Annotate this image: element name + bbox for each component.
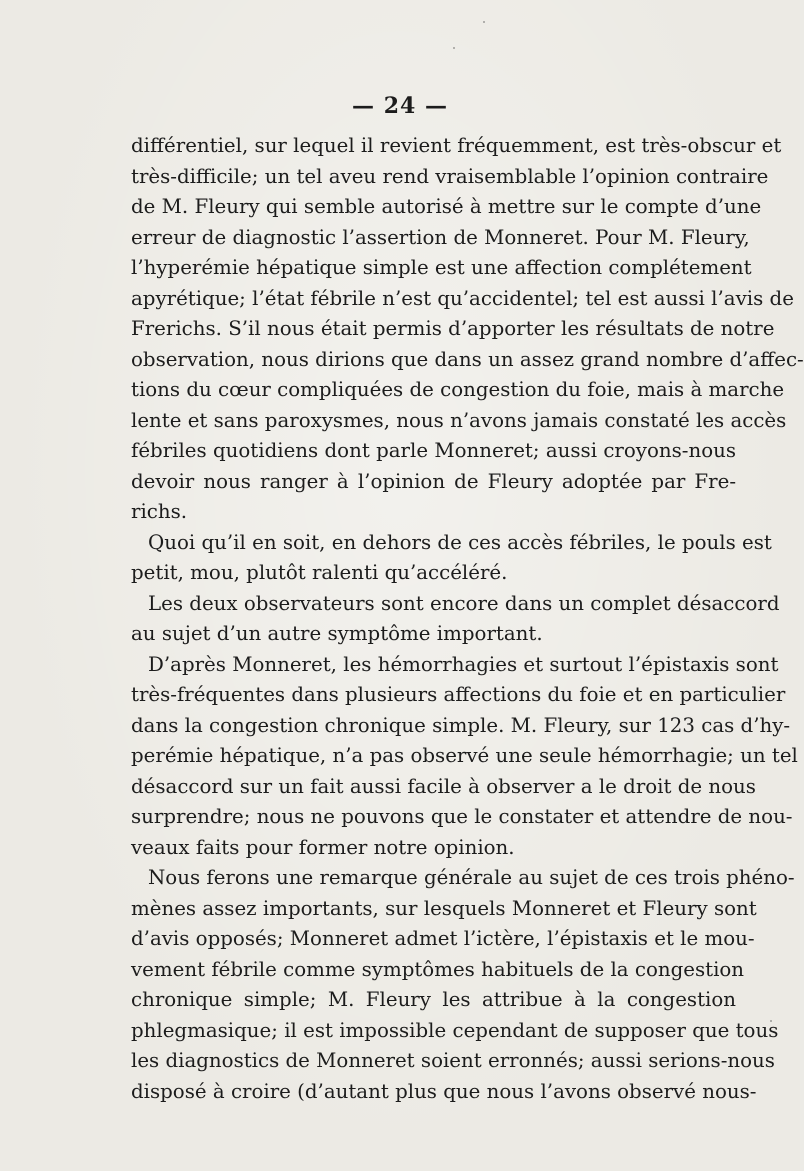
paper-speck bbox=[483, 21, 485, 23]
paper-speck bbox=[770, 1020, 772, 1022]
paper-speck bbox=[453, 47, 455, 49]
text-line: désaccord sur un fait aussi facile à observer a le droit de nous bbox=[131, 774, 756, 798]
text-line: apyrétique; l’état fébrile n’est qu’accidentel; tel est aussi l’avis de bbox=[131, 286, 794, 310]
text-line: disposé à croire (d’autant plus que nous l’avons observé nous- bbox=[131, 1079, 757, 1103]
text-line: phlegmasique; il est impossible cependant de supposer que tous bbox=[131, 1018, 779, 1042]
text-line: Quoi qu’il en soit, en dehors de ces accès fébriles, le pouls est bbox=[148, 530, 772, 554]
text-line: lente et sans paroxysmes, nous n’avons jamais constaté les accès bbox=[131, 408, 787, 432]
text-line: surprendre; nous ne pouvons que le constater et attendre de nou- bbox=[131, 805, 793, 828]
text-line: tions du cœur compliquées de congestion du foie, mais à marche bbox=[131, 378, 785, 401]
text-line: l’hyperémie hépatique simple est une affection complétement bbox=[131, 256, 752, 279]
text-line: d’avis opposés; Monneret admet l’ictère, l’épistaxis et le mou- bbox=[131, 927, 755, 950]
text-line: mènes assez importants, sur lesquels Monneret et Fleury sont bbox=[131, 896, 757, 920]
text-line: fébriles quotidiens dont parle Monneret; aussi croyons-nous bbox=[131, 439, 736, 462]
text-line: les diagnostics de Monneret soient erronnés; aussi serions-nous bbox=[131, 1049, 775, 1072]
text-line: au sujet d’un autre symptôme important. bbox=[131, 622, 543, 645]
text-line: Les deux observateurs sont encore dans un complet désaccord bbox=[148, 591, 780, 615]
body-text bbox=[131, 131, 804, 1107]
text-line: D’après Monneret, les hémorrhagies et surtout l’épistaxis sont bbox=[148, 652, 779, 676]
text-line: différentiel, sur lequel il revient fréquemment, est très-obscur et bbox=[131, 134, 782, 157]
text-line: Frerichs. S’il nous était permis d’apporter les résultats de notre bbox=[131, 317, 775, 340]
text-line: très-difficile; un tel aveu rend vraisemblable l’opinion contraire bbox=[131, 164, 769, 188]
text-line: erreur de diagnostic l’assertion de Monneret. Pour M. Fleury, bbox=[131, 225, 750, 249]
text-line: très-fréquentes dans plusieurs affections du foie et en particulier bbox=[131, 683, 786, 706]
text-line: de M. Fleury qui semble autorisé à mettre sur le compte d’une bbox=[131, 195, 762, 218]
text-line: dans la congestion chronique simple. M. Fleury, sur 123 cas d’hy- bbox=[131, 713, 791, 737]
text-line: veaux faits pour former notre opinion. bbox=[131, 835, 515, 859]
text-line: perémie hépatique, n’a pas observé une seule hémorrhagie; un tel bbox=[131, 744, 798, 767]
text-line: Nous ferons une remarque générale au sujet de ces trois phéno- bbox=[148, 866, 795, 889]
page-number: — 24 — bbox=[352, 93, 448, 119]
text-line: chronique simple; M. Fleury les attribue à la congestion bbox=[131, 988, 736, 1011]
text-line: vement fébrile comme symptômes habituels de la congestion bbox=[131, 957, 745, 981]
text-line: devoir nous ranger à l’opinion de Fleury adoptée par Fre- bbox=[131, 469, 736, 493]
text-line: petit, mou, plutôt ralenti qu’accéléré. bbox=[131, 561, 508, 584]
text-line: observation, nous dirions que dans un assez grand nombre d’affec- bbox=[131, 347, 804, 371]
paper-speck bbox=[700, 300, 702, 302]
text-line: richs. bbox=[131, 500, 188, 523]
